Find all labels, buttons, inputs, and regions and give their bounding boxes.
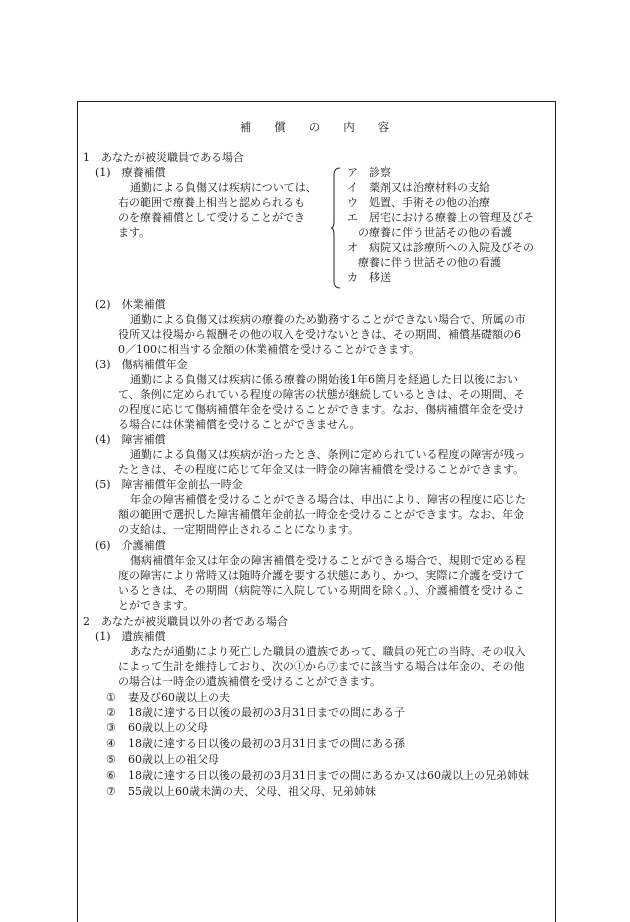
izoku-line: あなたが通勤により死亡した職員の遺族であって、職員の死亡の当時、その収入 <box>130 645 526 658</box>
eligible-mark: ⑦ <box>106 785 116 798</box>
eligible-mark: ③ <box>106 721 116 734</box>
eligible-mark: ④ <box>106 737 116 750</box>
shobyo-line: る場合には休業補償を受けることができません。 <box>118 418 361 431</box>
kyugyo-line: 役所又は役場から報酬その他の収入を受けないときは、その期間、補償基礎額の6 <box>118 328 521 341</box>
eligible-text: 18歳に達する日以後の最初の3月31日までの間にある孫 <box>128 737 405 750</box>
eligible-item <box>106 721 208 736</box>
kyugyo-line: 0／100に相当する金額の休業補償を受けることができます。 <box>118 343 421 356</box>
ryoyo-body-line: 通勤による負傷又は疾病については、 <box>130 181 317 194</box>
scope-item: 療養に伴う世話その他の看護 <box>347 256 501 269</box>
kaigo-line: とができます。 <box>118 599 195 612</box>
maebarai-line: の支給は、一定期間停止されることになります。 <box>118 523 360 536</box>
eligible-mark: ⑥ <box>106 769 116 782</box>
scope-item: ア 診察 <box>347 166 391 179</box>
eligible-item <box>106 769 529 784</box>
eligible-item <box>106 737 405 752</box>
shobyo-line: 通勤による負傷又は疾病に係る療養の開始後1年6箇月を経過した日以後におい <box>130 373 518 386</box>
title-char: 償 <box>274 120 287 134</box>
kyugyo-label: (2) 休業補償 <box>95 298 166 311</box>
kaigo-label: (6) 介護補償 <box>95 539 166 552</box>
ryoyo-body-line: ます。 <box>118 226 151 239</box>
scope-item: エ 居宅における療養上の管理及びそ <box>347 211 534 224</box>
eligible-item <box>106 785 376 800</box>
kaigo-line: いるときは、その期間（病院等に入院している期間を除く。）、介護補償を受けるこ <box>118 584 525 597</box>
kaigo-line: 傷病補償年金又は年金の障害補償を受けることができる場合で、規則で定める程 <box>130 554 526 567</box>
eligible-text: 18歳に達する日以後の最初の3月31日までの間にあるか又は60歳以上の兄弟姉妹 <box>128 769 529 782</box>
section-2-heading: 2 あなたが被災職員以外の者である場合 <box>83 615 288 628</box>
maebarai-line: 年金の障害補償を受けることができる場合は、申出により、障害の程度に応じた <box>130 493 526 506</box>
eligible-item <box>106 706 405 721</box>
title-char: の <box>308 120 322 134</box>
shogai-line: 通勤による負傷又は疾病が治ったとき、条例に定められている程度の障害が残っ <box>130 448 526 461</box>
section-1-heading: 1 あなたが被災職員である場合 <box>83 151 244 164</box>
eligible-mark: ② <box>106 706 116 719</box>
eligible-mark: ① <box>106 691 116 704</box>
scope-item: の療養に伴う世話その他の看護 <box>347 226 512 239</box>
ryoyo-label: (1) 療養補償 <box>95 166 166 179</box>
ryoyo-body-line: のを療養補償として受けることができ <box>118 211 305 224</box>
page-title <box>0 120 630 135</box>
eligible-text: 55歳以上60歳未満の夫、父母、祖父母、兄弟姉妹 <box>128 785 376 798</box>
eligible-item <box>106 691 230 706</box>
maebarai-line: 額の範囲で選択した障害補償年金前払一時金を受けることができます。なお、年金 <box>118 508 525 521</box>
eligible-text: 60歳以上の父母 <box>128 721 208 734</box>
eligible-mark: ⑤ <box>106 753 116 766</box>
scope-brace <box>331 167 341 289</box>
title-char: 内 <box>343 120 356 134</box>
izoku-label: (1) 遺族補償 <box>95 630 166 643</box>
scope-item: イ 薬剤又は治療材料の支給 <box>347 181 490 194</box>
title-char: 補 <box>239 120 253 134</box>
title-char: 容 <box>377 120 391 134</box>
eligible-item <box>106 753 219 768</box>
shogai-line: たときは、その程度に応じて年金又は一時金の障害補償を受けることができます。 <box>118 463 525 476</box>
kaigo-line: 度の障害により常時又は随時介護を要する状態にあり、かつ、実際に介護を受けて <box>118 569 525 582</box>
izoku-line: によって生計を維持しており、次の①から⑦までに該当する場合は年金の、その他 <box>118 660 525 673</box>
scope-item: オ 病院又は診療所への入院及びその <box>347 241 534 254</box>
kyugyo-line: 通勤による負傷又は疾病の療養のため勤務することができない場合で、所属の市 <box>130 313 526 326</box>
maebarai-label: (5) 障害補償年金前払一時金 <box>95 478 243 491</box>
shogai-label: (4) 障害補償 <box>95 433 166 446</box>
scope-item: カ 移送 <box>347 271 391 284</box>
shobyo-label: (3) 傷病補償年金 <box>95 358 188 371</box>
ryoyo-body-line: 右の範囲で療養上相当と認められるも <box>118 196 305 209</box>
eligible-text: 60歳以上の祖父母 <box>128 753 219 766</box>
shobyo-line: の程度に応じて傷病補償年金を受けることができます。なお、傷病補償年金を受け <box>118 403 525 416</box>
izoku-line: の場合は一時金の遺族補償を受けることができます。 <box>118 675 382 688</box>
eligible-text: 18歳に達する日以後の最初の3月31日までの間にある子 <box>128 706 405 719</box>
eligible-text: 妻及び60歳以上の夫 <box>128 691 230 704</box>
shobyo-line: て、条例に定められている程度の障害の状態が継続しているときは、その期間、そ <box>118 388 525 401</box>
scope-item: ウ 処置、手術その他の治療 <box>347 196 490 209</box>
